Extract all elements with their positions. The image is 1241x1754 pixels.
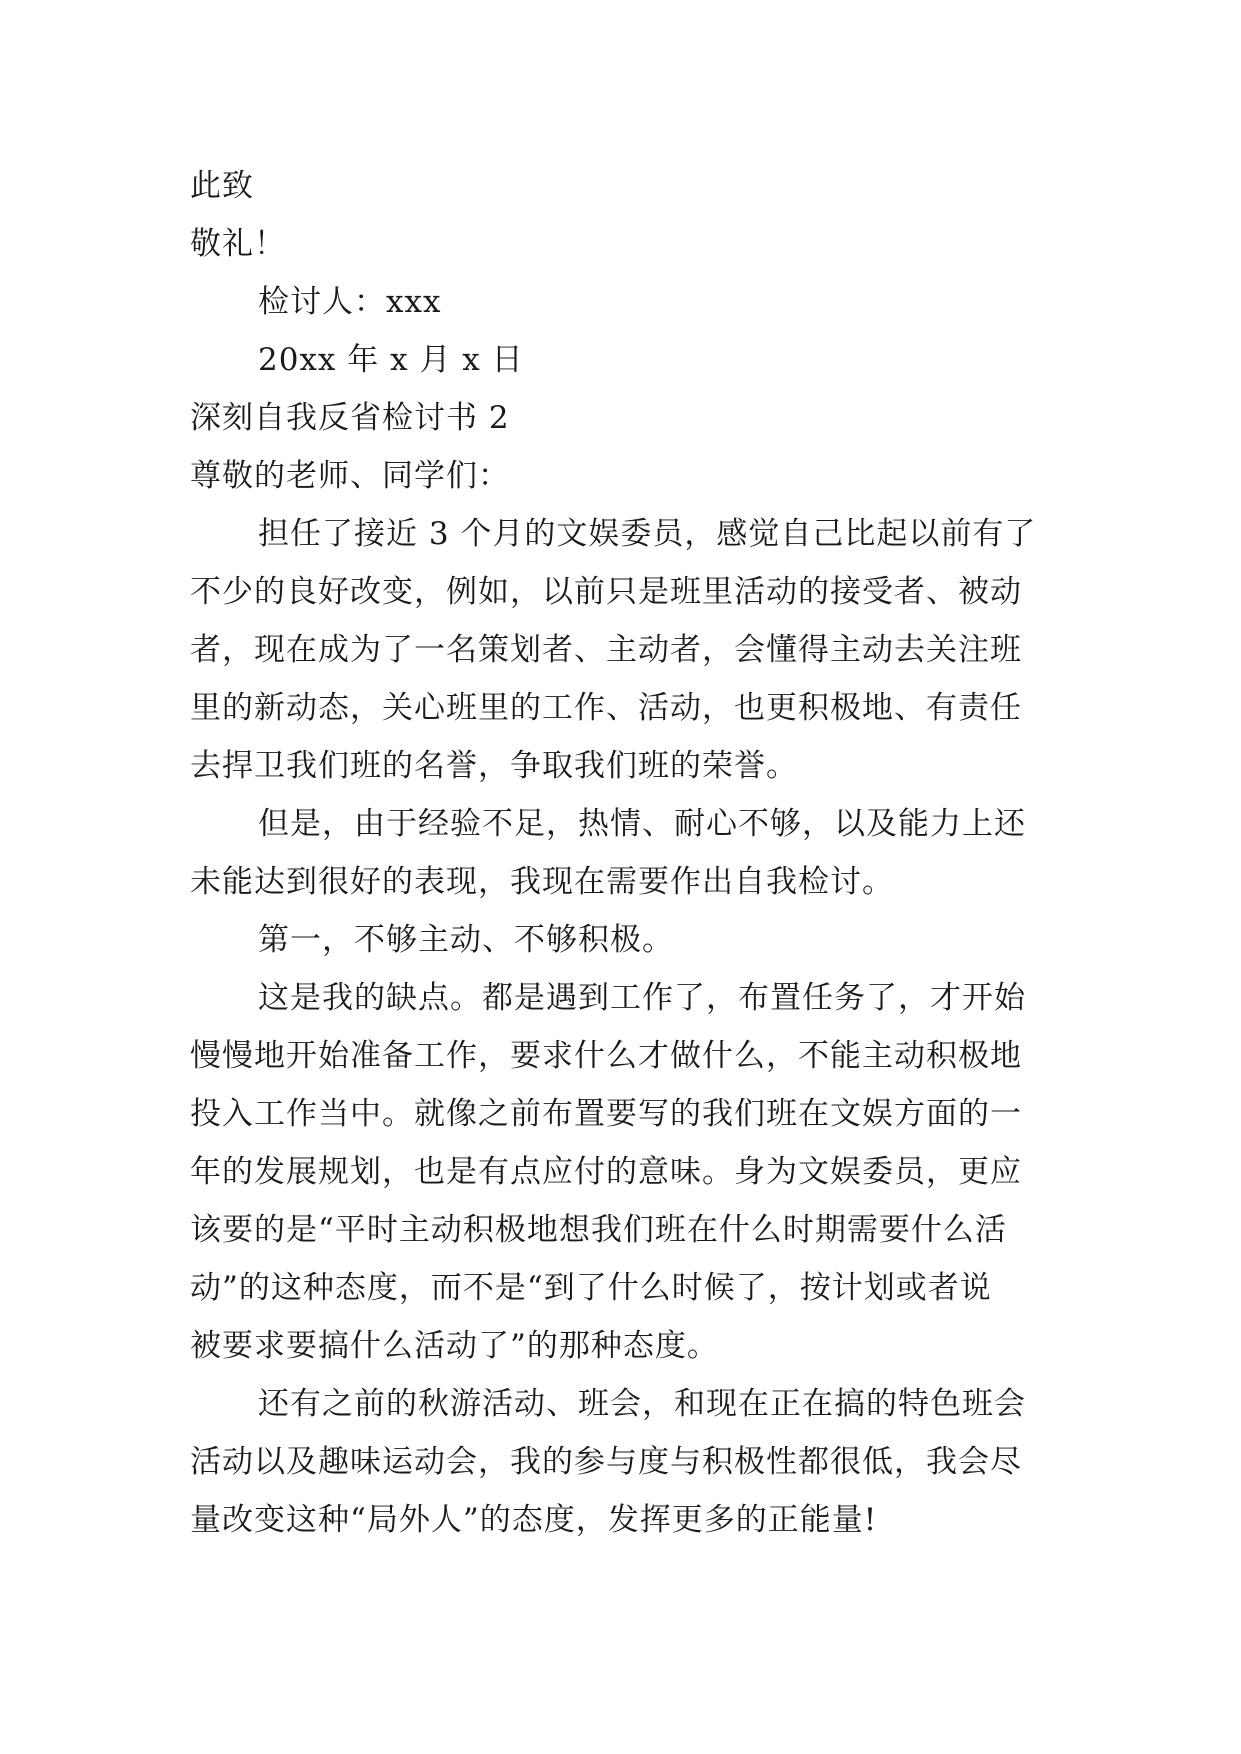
letter-greeting: 尊敬的老师、同学们： (190, 458, 510, 494)
body-line: 活动以及趣味运动会，我的参与度与积极性都很低，我会尽 (190, 1444, 1022, 1480)
body-line: 量改变这种“局外人”的态度，发挥更多的正能量! (190, 1502, 878, 1538)
date-line: 20xx 年 x 月 x 日 (258, 342, 524, 378)
body-line: 动”的这种态度，而不是“到了什么时候了，按计划或者说 (190, 1270, 992, 1306)
letter-title: 深刻自我反省检讨书 2 (190, 400, 510, 436)
body-line: 去捍卫我们班的名誉，争取我们班的荣誉。 (190, 748, 798, 784)
body-line: 里的新动态，关心班里的工作、活动，也更积极地、有责任 (190, 690, 1022, 726)
closing-regards: 敬礼！ (190, 226, 286, 262)
body-line: 但是，由于经验不足，热情、耐心不够，以及能力上还 (258, 806, 1026, 842)
body-line: 慢慢地开始准备工作，要求什么才做什么，不能主动积极地 (190, 1038, 1022, 1074)
body-line: 不少的良好改变，例如，以前只是班里活动的接受者、被动 (190, 574, 1022, 610)
body-line: 未能达到很好的表现，我现在需要作出自我检讨。 (190, 864, 894, 900)
body-line: 年的发展规划，也是有点应付的意味。身为文娱委员，更应 (190, 1154, 1022, 1190)
closing-salutation: 此致 (190, 168, 254, 204)
body-line: 还有之前的秋游活动、班会，和现在正在搞的特色班会 (258, 1386, 1026, 1422)
body-line: 者，现在成为了一名策划者、主动者，会懂得主动去关注班 (190, 632, 1022, 668)
body-line: 担任了接近 3 个月的文娱委员，感觉自己比起以前有了 (258, 516, 1037, 552)
body-line: 投入工作当中。就像之前布置要写的我们班在文娱方面的一 (190, 1096, 1022, 1132)
body-line: 这是我的缺点。都是遇到工作了，布置任务了，才开始 (258, 980, 1026, 1016)
body-line: 第一，不够主动、不够积极。 (258, 922, 674, 958)
body-line: 被要求要搞什么活动了”的那种态度。 (190, 1328, 719, 1364)
signer-line: 检讨人：xxx (258, 284, 442, 320)
body-line: 该要的是“平时主动积极地想我们班在什么时期需要什么活 (190, 1212, 1007, 1248)
